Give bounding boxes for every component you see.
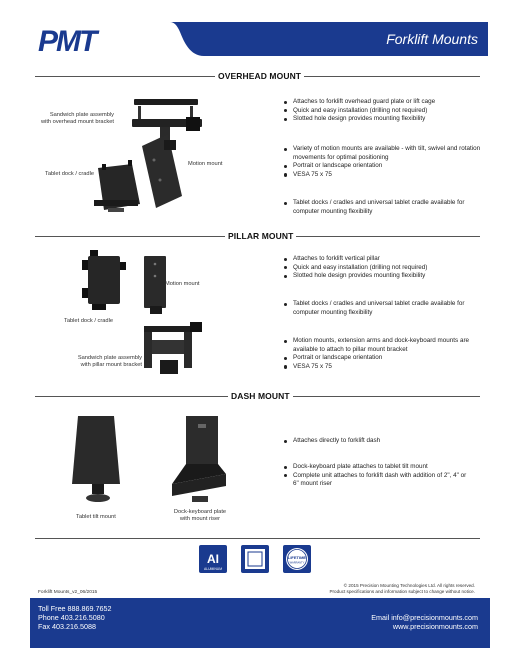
- svg-text:WARRANTY: WARRANTY: [289, 561, 305, 565]
- bullet-item: Variety of motion mounts are available - with tilt, swivel and rotation movements for optimal positioning: [283, 145, 483, 162]
- bottom-divider: [35, 538, 480, 539]
- overhead-tablet-dock-image: [88, 160, 146, 216]
- caption-dock-keyboard: Dock-keyboard plate with mount riser: [173, 509, 227, 522]
- svg-text:ALUMINUM: ALUMINUM: [203, 567, 223, 571]
- quality-badge: [241, 545, 269, 573]
- pillar-bullets-3: [283, 337, 478, 371]
- pillar-bullets-1: [283, 255, 483, 281]
- caption-motion-overhead: Motion mount: [188, 161, 223, 167]
- bullet-item: Attaches to forklift overhead guard plate or lift cage: [283, 98, 483, 107]
- bullet-item: Attaches to forklift vertical pillar: [283, 255, 483, 264]
- caption-sandwich-pillar: Sandwich plate assembly with pillar mount bracket: [77, 355, 142, 368]
- fax: Fax 403.216.5088: [38, 622, 96, 631]
- caption-motion-pillar: Motion mount: [165, 281, 200, 287]
- dash-bullets-1: [283, 437, 483, 446]
- certification-badges: [0, 545, 510, 575]
- caption-tablet-dock-pillar: Tablet dock / cradle: [64, 318, 114, 324]
- bullet-item: Attaches directly to forklift dash: [283, 437, 483, 446]
- contact-footer: [30, 598, 490, 648]
- overhead-bullets-3: [283, 199, 473, 216]
- toll-free: Toll Free 888.869.7652: [38, 604, 112, 613]
- document-code: Forklift Mounts_v2_06/2015: [38, 590, 98, 595]
- website-link[interactable]: www.precisionmounts.com: [392, 622, 478, 631]
- section-title-dash: DASH MOUNT: [228, 391, 293, 401]
- bullet-item: Portrait or landscape orientation: [283, 162, 483, 171]
- caption-tablet-tilt: Tablet tilt mount: [76, 514, 116, 520]
- pmt-logo: [38, 25, 104, 55]
- bullet-item: Slotted hole design provides mounting flexibility: [283, 272, 483, 281]
- bullet-item: Complete unit attaches to forklift dash with addition of 2", 4" or 6" mount riser: [283, 472, 473, 489]
- pillar-bracket-image: [140, 318, 206, 378]
- phone: Phone 403.216.5080: [38, 613, 105, 622]
- overhead-bullets-2: [283, 145, 483, 179]
- bullet-item: Dock-keyboard plate attaches to tablet tilt mount: [283, 463, 473, 472]
- bullet-item: VESA 75 x 75: [283, 363, 478, 372]
- section-title-overhead: OVERHEAD MOUNT: [215, 71, 304, 81]
- bullet-item: Portrait or landscape orientation: [283, 354, 478, 363]
- copyright-notice: [329, 583, 475, 595]
- phone-block: [38, 604, 112, 631]
- overhead-bullets-1: [283, 98, 483, 124]
- ai-aluminum-badge: [199, 545, 227, 573]
- bullet-item: Tablet docks / cradles and universal tablet cradle available for computer mounting flexibility: [283, 300, 473, 317]
- email-link[interactable]: Email info@precisionmounts.com: [371, 613, 478, 622]
- svg-text:LIFETIME: LIFETIME: [287, 555, 307, 560]
- disclaimer-line: Product specifications and information subject to change without notice.: [329, 589, 475, 594]
- copyright-line: © 2015 Precision Mounting Technologies Ltd. All rights reserved.: [343, 583, 475, 588]
- section-title-pillar: PILLAR MOUNT: [225, 231, 296, 241]
- caption-sandwich-overhead: Sandwich plate assembly with overhead mount bracket: [40, 112, 114, 125]
- web-block: [371, 613, 478, 631]
- dash-bullets-2: [283, 463, 473, 489]
- pillar-bullets-2: [283, 300, 473, 317]
- svg-text:AI: AI: [207, 552, 219, 566]
- bullet-item: VESA 75 x 75: [283, 171, 483, 180]
- bullet-item: Motion mounts, extension arms and dock-keyboard mounts are available to attach to pillar mount bracket: [283, 337, 478, 354]
- lifetime-warranty-badge: [283, 545, 311, 573]
- bullet-item: Quick and easy installation (drilling not required): [283, 107, 483, 116]
- pillar-tablet-dock-image: [72, 250, 132, 312]
- bullet-item: Slotted hole design provides mounting flexibility: [283, 115, 483, 124]
- page-title: Forklift Mounts: [386, 31, 478, 47]
- svg-text:PMT: PMT: [38, 25, 96, 55]
- dash-dock-keyboard-image: [168, 414, 230, 506]
- dash-tilt-mount-image: [68, 412, 128, 506]
- bullet-item: Quick and easy installation (drilling not required): [283, 264, 483, 273]
- bullet-item: Tablet docks / cradles and universal tablet cradle available for computer mounting flexibility: [283, 199, 473, 216]
- caption-tablet-dock-overhead: Tablet dock / cradle: [45, 171, 95, 177]
